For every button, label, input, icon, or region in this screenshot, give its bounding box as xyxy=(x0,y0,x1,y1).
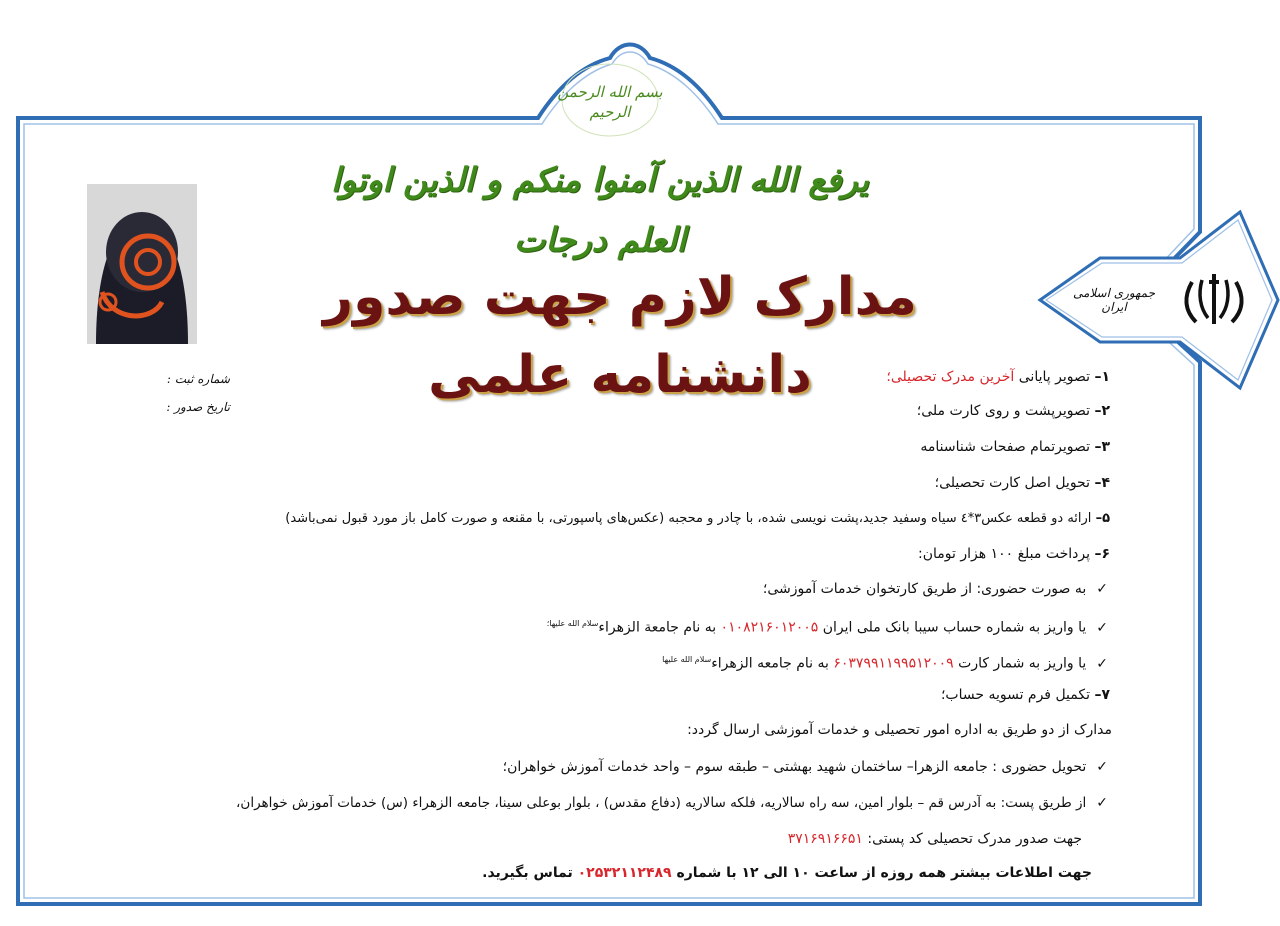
checkmark-icon: ✓ xyxy=(1096,655,1108,672)
page-title: مدارک لازم جهت صدور دانشنامه علمی xyxy=(323,267,917,405)
postal-code-line xyxy=(788,828,1082,850)
item-number: ۶– xyxy=(1094,546,1110,562)
footer-text-after: تماس بگیرید. xyxy=(482,865,578,881)
option-text-after: به نام جامعه الزهراء xyxy=(711,655,834,672)
option-text-after: به نام جامعة الزهراء xyxy=(598,619,721,636)
list-item-3 xyxy=(920,436,1110,458)
item-number: ۲– xyxy=(1094,403,1110,419)
delivery-intro: مدارک از دو طریق به اداره امور تحصیلی و خدمات آموزشی ارسال گردد: xyxy=(687,722,1112,738)
item-text: ارائه دو قطعه عکس۳*٤ سیاه وسفید جدید،پشت نویسی شده، با چادر و محجبه (عکس‌های پاسپورتی، با مقنعه و صورت کامل باز مورد قبول نمی‌باشد) xyxy=(285,511,1092,526)
option-text: یا واریز به شماره حساب سیبا بانک ملی ایران xyxy=(818,619,1087,636)
item-number: ۴– xyxy=(1094,475,1110,491)
bismillah-calligraphy: بسم الله الرحمن الرحیم xyxy=(557,83,663,121)
item-text: پرداخت مبلغ ۱۰۰ هزار تومان: xyxy=(918,546,1090,562)
item-highlight: آخرین مدرک تحصیلی؛ xyxy=(886,369,1015,385)
item-number: ۵– xyxy=(1095,511,1110,526)
delivery-text: تحویل حضوری : جامعه الزهرا– ساختمان شهید بهشتی – طبقه سوم – واحد خدمات آموزش خواهران؛ xyxy=(502,759,1087,775)
postal-code-label: جهت صدور مدرک تحصیلی کد پستی: xyxy=(862,831,1082,847)
checkmark-icon: ✓ xyxy=(1096,581,1108,597)
list-item-2 xyxy=(917,400,1110,422)
list-item-6 xyxy=(918,543,1110,565)
emblem-caption: جمهوری اسلامی ایران xyxy=(1072,286,1156,314)
delivery-in-person xyxy=(503,756,1108,778)
item-text: تحویل اصل کارت تحصیلی؛ xyxy=(934,475,1090,491)
delivery-text: از طریق پست: به آدرس قم – بلوار امین، سه راه سالاریه، فلکه سالاریه (دفاع مقدس) ، بلوار بوعلی سینا، جامعه الزهراء (س) خدمات آموزش خواهران، xyxy=(236,795,1087,811)
item-number: ۱– xyxy=(1094,369,1110,385)
photo-swirl-icon xyxy=(87,184,197,344)
list-item-4 xyxy=(935,472,1110,494)
contact-footer xyxy=(482,862,1092,884)
footer-text: جهت اطلاعات بیشتر همه روزه از ساعت ۱۰ الی ۱۲ با شماره xyxy=(671,865,1092,881)
checkmark-icon: ✓ xyxy=(1096,619,1108,636)
honorific: سلام الله علیها xyxy=(662,655,712,664)
card-number: ۶۰۳۷۹۹۱۱۹۹۵۱۲۰۰۹ xyxy=(833,655,954,672)
phone-number: ۰۲۵۳۲۱۱۲۴۸۹ xyxy=(577,865,672,881)
checkmark-icon: ✓ xyxy=(1096,795,1108,811)
checkmark-icon: ✓ xyxy=(1096,759,1108,775)
option-text: یا واریز به شمار کارت xyxy=(953,655,1087,672)
item-text: تصویرپشت و روی کارت ملی؛ xyxy=(916,403,1090,419)
list-item-5 xyxy=(285,508,1110,530)
payment-option-cardreader xyxy=(763,578,1108,600)
account-number: ۰۱۰۸۲۱۶۰۱۲۰۰۵ xyxy=(720,619,819,636)
item-text: تصویر پایانی xyxy=(1014,369,1090,385)
item-number: ۳– xyxy=(1094,439,1110,455)
payment-option-account xyxy=(547,613,1108,639)
list-item-7 xyxy=(941,684,1110,706)
item-text: تکمیل فرم تسویه حساب؛ xyxy=(940,687,1090,703)
quran-verse: یرفع الله الذین آمنوا منکم و الذین اوتوا العلم درجات xyxy=(331,160,869,259)
honorific: سلام الله علیها؛ xyxy=(546,619,599,628)
item-number: ۷– xyxy=(1094,687,1110,703)
option-text: به صورت حضوری: از طریق کارتخوان خدمات آموزشی؛ xyxy=(762,581,1087,597)
delivery-post xyxy=(236,792,1108,814)
registration-number-label: شماره ثبت : xyxy=(166,372,230,386)
postal-code: ۳۷۱۶۹۱۶۶۵۱ xyxy=(787,831,863,847)
payment-option-card xyxy=(662,649,1108,675)
issue-date-label: تاریخ صدور : xyxy=(166,400,230,414)
list-item-1 xyxy=(886,366,1110,388)
item-text: تصویرتمام صفحات شناسنامه xyxy=(920,439,1090,455)
